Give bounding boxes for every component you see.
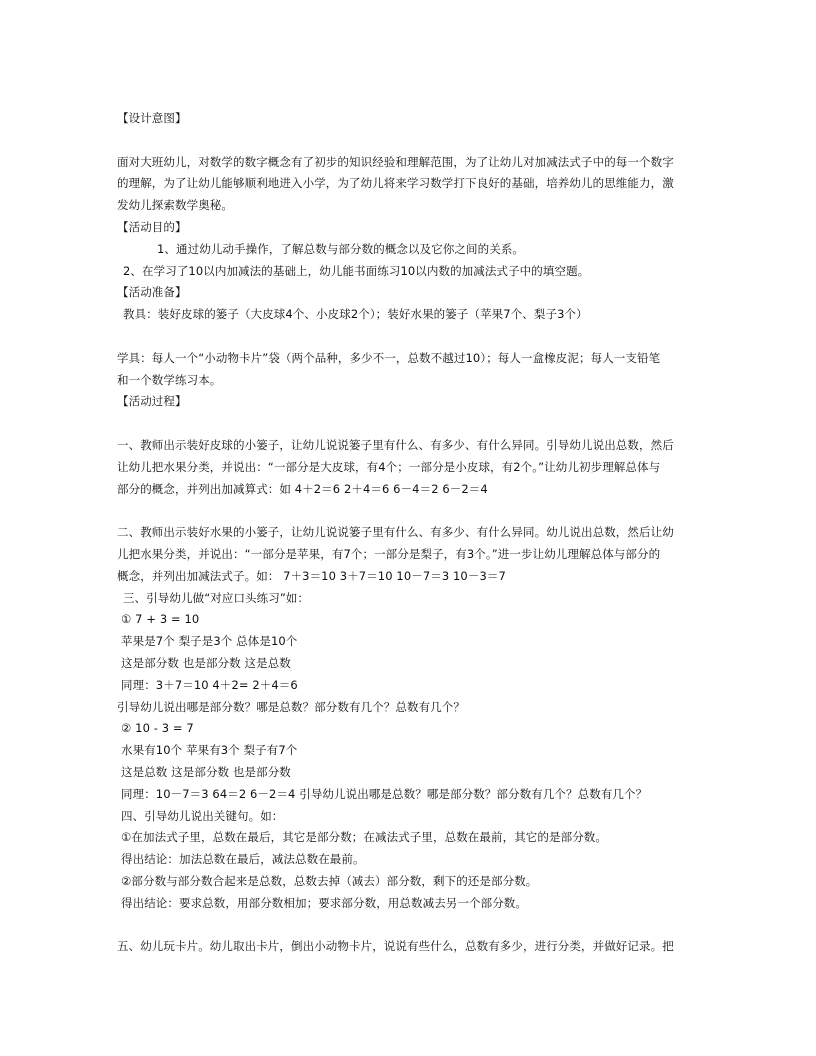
section-heading: 【活动过程】 bbox=[117, 394, 187, 409]
blank-line bbox=[117, 130, 707, 152]
text-line: 部分的概念，并列出加减算式：如 4＋2＝6 2＋4＝6 6－4＝2 6－2＝4 bbox=[117, 481, 488, 496]
text-line: 得出结论：加法总数在最后，减法总数在最前。 bbox=[121, 852, 365, 867]
text-line: 水果有10个 苹果有3个 梨子有7个 bbox=[121, 743, 298, 758]
text-line: 四、引导幼儿说出关键句。如： bbox=[121, 808, 284, 823]
text-line: ② 10 - 3 = 7 bbox=[121, 721, 194, 736]
text-line: 同理：10－7＝3 64＝2 6－2＝4 引导幼儿说出哪是总数？哪是部分数？部分数有几个？总数有几个？ bbox=[121, 786, 648, 801]
blank-line bbox=[117, 914, 707, 936]
blank-line bbox=[117, 500, 707, 522]
text-line: 引导幼儿说出哪是部分数？哪是总数？部分数有几个？总数有几个？ bbox=[117, 699, 465, 714]
text-line: 教具：装好皮球的篓子（大皮球4个、小皮球2个）；装好水果的篓子（苹果7个、梨子3个） bbox=[123, 307, 588, 322]
section-heading: 【活动目的】 bbox=[117, 219, 187, 234]
text-line: 发幼儿探索数学奥秘。 bbox=[117, 198, 233, 213]
text-line: 和一个数学练习本。 bbox=[117, 372, 222, 387]
text-line: 得出结论：要求总数，用部分数相加；要求部分数，用总数减去另一个部分数。 bbox=[121, 895, 527, 910]
text-line: 苹果是7个 梨子是3个 总体是10个 bbox=[121, 634, 298, 649]
blank-line bbox=[117, 413, 707, 435]
text-line: 一、教师出示装好皮球的小篓子，让幼儿说说篓子里有什么、有多少、有什么异同。引导幼儿说出总数，然后 bbox=[117, 437, 674, 452]
text-line: 三、引导幼儿做“对应口头练习”如： bbox=[123, 590, 310, 605]
section-heading: 【活动准备】 bbox=[117, 285, 187, 300]
blank-line bbox=[117, 326, 707, 348]
text-line: 二、教师出示装好水果的小篓子，让幼儿说说篓子里有什么、有多少、有什么异同。幼儿说出总数，然后让幼 bbox=[117, 525, 674, 540]
text-line: 2、在学习了10以内加减法的基础上，幼儿能书面练习10以内数的加减法式子中的填空题。 bbox=[123, 263, 590, 278]
text-line: 儿把水果分类，并说出：“一部分是苹果，有7个；一部分是梨子，有3个。”进一步让幼儿理解总体与部分的 bbox=[117, 546, 661, 561]
text-line: ②部分数与部分数合起来是总数，总数去掉（减去）部分数，剩下的还是部分数。 bbox=[121, 873, 538, 888]
document-page bbox=[117, 108, 707, 958]
text-line: 概念，并列出加减法式子。如： 7＋3＝10 3＋7＝10 10－7＝3 10－3＝7 bbox=[117, 568, 506, 583]
text-line: ①在加法式子里，总数在最后，其它是部分数；在减法式子里，总数在最前，其它的是部分数。 bbox=[121, 830, 608, 845]
text-line: 学具：每人一个“小动物卡片”袋（两个品种，多少不一，总数不越过10）；每人一盒橡皮泥；每人一支铅笔 bbox=[117, 350, 661, 365]
text-line: 让幼儿把水果分类，并说出：“一部分是大皮球，有4个；一部分是小皮球，有2个。”让幼儿初步理解总体与 bbox=[117, 459, 661, 474]
text-line: 这是部分数 也是部分数 这是总数 bbox=[121, 655, 291, 670]
text-line: 这是总数 这是部分数 也是部分数 bbox=[121, 764, 291, 779]
text-line: ① 7 + 3 = 10 bbox=[121, 612, 200, 627]
section-heading: 【设计意图】 bbox=[117, 111, 187, 125]
text-line: 面对大班幼儿，对数学的数字概念有了初步的知识经验和理解范围，为了让幼儿对加减法式子中的每一个数字 bbox=[117, 154, 674, 169]
text-line: 同理：3＋7＝10 4＋2= 2＋4＝6 bbox=[121, 677, 298, 692]
text-line: 1、通过幼儿动手操作，了解总数与部分数的概念以及它你之间的关系。 bbox=[157, 241, 525, 256]
text-line: 的理解，为了让幼儿能够顺利地进入小学，为了幼儿将来学习数学打下良好的基础，培养幼儿的思维能力，激 bbox=[117, 176, 674, 191]
text-line: 五、幼儿玩卡片。幼儿取出卡片，倒出小动物卡片，说说有些什么，总数有多少，进行分类，并做好记录。把 bbox=[117, 939, 674, 954]
